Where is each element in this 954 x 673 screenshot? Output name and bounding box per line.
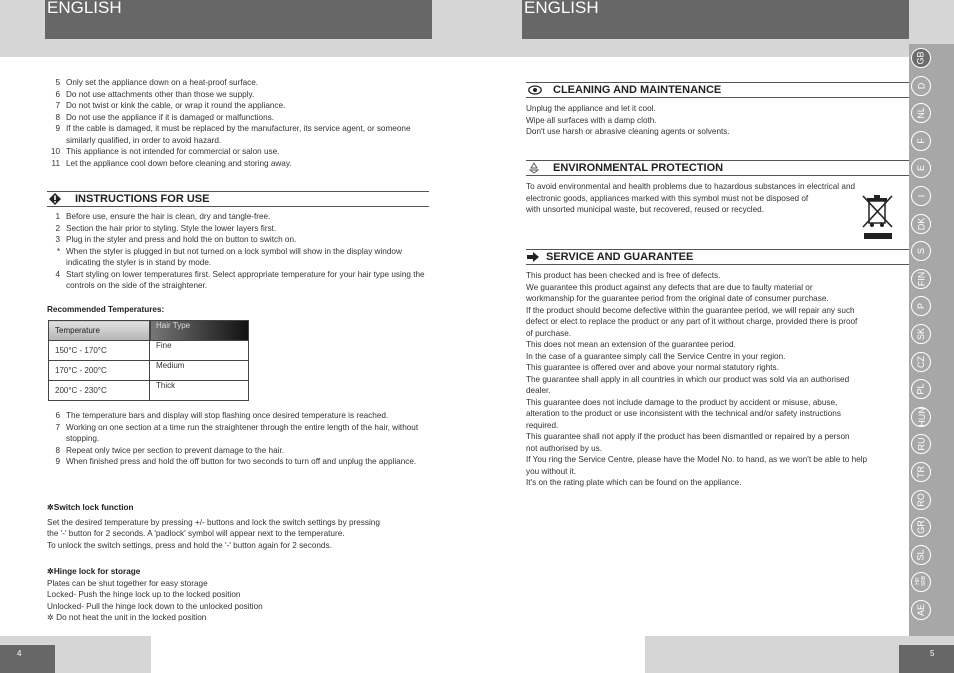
list-item-number: 11	[51, 158, 60, 168]
language-tab-gb[interactable]	[911, 48, 931, 68]
service-line: It's on the rating plate which can be found on the appliance.	[526, 478, 742, 487]
environment-text	[526, 181, 909, 216]
language-tab-label: GB	[915, 51, 926, 65]
cleaning-title: CLEANING AND MAINTENANCE	[553, 84, 722, 96]
list-item-text: Before use, ensure the hair is clean, dry and tangle-free.	[66, 212, 271, 221]
environment-line: To avoid environmental and health problems due to hazardous substances in electrical and	[526, 182, 856, 191]
list-item-number: 8	[55, 445, 60, 455]
cleaning-section-header	[526, 82, 909, 98]
language-tab-s[interactable]	[911, 241, 931, 261]
language-tab-ae[interactable]	[911, 600, 931, 620]
page-title-right: ENGLISH	[524, 0, 599, 17]
list-item	[48, 112, 428, 124]
list-item	[48, 269, 428, 292]
hinge-lock-section	[47, 566, 432, 624]
page-number-left	[0, 645, 55, 673]
page-number-right	[899, 645, 954, 673]
recommended-temperatures-label: Recommended Temperatures:	[47, 305, 165, 314]
language-tab-nl[interactable]	[911, 103, 931, 123]
table-header-hair-type: Hair Type	[150, 321, 249, 341]
service-line: not authorised by us.	[526, 443, 603, 453]
table-header-row	[49, 321, 249, 341]
list-item-text: Section the hair prior to styling. Style the lower layers first.	[66, 223, 277, 233]
language-tab-tr[interactable]	[911, 462, 931, 482]
language-tab-f[interactable]	[911, 131, 931, 151]
list-item-text: When the styler is plugged in but not turned on a lock symbol will show in the display window indicating the styler is in stand by mode.	[66, 246, 402, 267]
language-tab-label: E	[915, 165, 926, 172]
list-item-text: When finished press and hold the off button for two seconds to turn off and unplug the appliance.	[66, 457, 417, 466]
hinge-warning: Do not heat the unit in the locked position	[56, 613, 207, 622]
language-tab-i[interactable]	[911, 186, 931, 206]
environment-line: electronic goods, appliances marked with this symbol must not be disposed of	[526, 193, 809, 203]
page-number: 5	[930, 649, 935, 658]
eye-icon	[528, 84, 542, 96]
temperature-table	[48, 320, 249, 401]
list-item	[48, 234, 428, 246]
service-line: This guarantee is offered over and above your normal statutory rights.	[526, 363, 779, 372]
service-line: This product has been checked and is free of defects.	[526, 271, 721, 280]
list-item-text: Working on one section at a time run the straightener through the entire length of the hair, without stopping.	[66, 422, 419, 443]
page-number: 4	[17, 649, 22, 658]
list-item-number: 8	[55, 112, 60, 122]
recycle-icon	[528, 162, 540, 174]
crossed-bin-icon	[860, 193, 896, 241]
language-tab-label: RU	[916, 437, 926, 451]
language-tab-label: NL	[915, 107, 926, 119]
hinge-lock-title: Hinge lock for storage	[53, 567, 141, 576]
service-line: If You ring the Service Centre, please have the Model No. to hand, as we won't be able to help	[526, 455, 868, 464]
switch-lock-line: To unlock the switch settings, press and hold the '-' button again for 2 seconds.	[47, 540, 332, 550]
table-row	[49, 341, 249, 361]
hinge-lock-line: Plates can be shut together for easy storage	[47, 578, 208, 588]
gear-icon: ✲	[47, 567, 54, 576]
list-item	[48, 100, 428, 112]
language-tab-sk[interactable]	[911, 324, 931, 344]
list-item	[48, 123, 428, 146]
language-tab-label: SK	[915, 327, 926, 341]
list-item	[48, 146, 428, 158]
arrow-right-icon	[527, 251, 539, 263]
language-tab-label: GR	[916, 520, 926, 534]
list-item	[48, 77, 428, 89]
language-tab-label: HR SRB	[915, 576, 927, 587]
environment-section-header	[526, 160, 909, 176]
switch-lock-line: Set the desired temperature by pressing +/- buttons and lock the switch settings by pressing	[47, 517, 380, 527]
language-tab-label: PL	[915, 383, 926, 395]
language-tab-pl[interactable]	[911, 379, 931, 399]
list-item	[48, 422, 428, 445]
language-tab-label: F	[916, 138, 926, 144]
list-item-text: Plug in the styler and press and hold the on button to switch on.	[66, 235, 297, 244]
list-item-number: *	[56, 246, 60, 256]
switch-lock-line: the '-' button for 2 seconds. A 'padlock' symbol will appear next to the temperature.	[47, 529, 345, 538]
hinge-lock-line: Locked- Push the hinge lock up to the locked position	[47, 590, 241, 599]
list-item-text: The temperature bars and display will stop flashing once desired temperature is reached.	[66, 411, 389, 420]
hinge-lock-heading	[47, 566, 432, 578]
language-tab-label: DK	[915, 217, 926, 230]
service-line: defect or elect to replace the product or any part of it without charge, provided there is proof	[526, 317, 858, 326]
header-left	[45, 0, 432, 39]
cleaning-text	[526, 103, 909, 138]
service-line: required.	[526, 420, 559, 430]
language-tab-hr-srb[interactable]	[911, 572, 931, 592]
environment-title: ENVIRONMENTAL PROTECTION	[553, 162, 724, 174]
list-item	[48, 158, 428, 170]
list-item-text: Do not use attachments other than those we supply.	[66, 89, 255, 99]
list-item-number: 5	[55, 78, 60, 87]
language-tab-label: P	[915, 303, 926, 310]
instructions-list-continued	[48, 410, 428, 468]
language-tab-label: S	[915, 248, 926, 255]
language-tab-d[interactable]	[911, 76, 931, 96]
switch-lock-section	[47, 502, 432, 551]
list-item-text: Do not use the appliance if it is damaged or malfunctions.	[66, 112, 274, 122]
list-item-number: 6	[55, 411, 60, 420]
service-line: This guarantee shall not apply if the product has been dismantled or repaired by a person	[526, 432, 850, 441]
language-tab-label: AE	[915, 603, 926, 617]
list-item-number: 9	[55, 457, 60, 466]
list-item-text: This appliance is not intended for commercial or salon use.	[66, 147, 280, 156]
gear-icon: ✲	[47, 613, 54, 622]
list-item	[48, 456, 428, 468]
hinge-lock-line: Unlocked- Pull the hinge lock down to the unlocked position	[47, 601, 263, 611]
instructions-list	[48, 211, 428, 292]
table-row	[49, 381, 249, 401]
service-title: SERVICE AND GUARANTEE	[546, 251, 694, 263]
language-tab-gr[interactable]	[911, 517, 931, 537]
language-sidebar	[909, 44, 954, 636]
list-item-text: If the cable is damaged, it must be replaced by the manufacturer, its service agent, or someone similarly qualified, in order to avoid hazard.	[66, 124, 411, 145]
service-line: workmanship for the guarantee period from the original date of consumer purchase.	[526, 294, 829, 303]
language-tab-label: TR	[916, 466, 926, 478]
cleaning-line: Unplug the appliance and let it cool.	[526, 104, 656, 113]
language-tab-label: CZ	[916, 355, 926, 368]
warning-icon	[49, 193, 61, 205]
language-tab-label: RO	[916, 492, 926, 507]
service-line: This does not mean an extension of the guarantee period.	[526, 340, 736, 349]
language-tab-label: I	[915, 194, 926, 198]
language-tab-cz[interactable]	[911, 352, 931, 372]
service-line: dealer.	[526, 386, 551, 395]
table-cell-hair-type: Fine	[150, 341, 249, 361]
list-item	[48, 246, 428, 269]
table-row	[49, 361, 249, 381]
list-item	[48, 89, 428, 101]
language-tab-label: D	[916, 82, 926, 89]
language-tab-dk[interactable]	[911, 214, 931, 234]
language-tab-fin[interactable]	[911, 269, 931, 289]
language-tab-label: FIN	[916, 271, 926, 287]
service-line: If the product should become defective within the guarantee period, we will repair any such	[526, 305, 855, 315]
service-line: you without it.	[526, 466, 577, 476]
list-item-number: 9	[55, 124, 60, 133]
header-right	[522, 0, 909, 39]
instructions-section-header	[47, 191, 429, 207]
language-tab-label: SL	[915, 549, 926, 561]
list-item-number: 1	[55, 212, 60, 221]
service-line: This guarantee does not include damage to the product by accident or misuse, abuse,	[526, 397, 838, 407]
language-tab-hun[interactable]	[911, 407, 931, 427]
list-item-text: Only set the appliance down on a heat-proof surface.	[66, 78, 259, 87]
language-tab-ro[interactable]	[911, 490, 931, 510]
service-line: alteration to the product or use inconsistent with the technical and/or safety instructions	[526, 409, 841, 418]
table-cell-temperature: 200°C - 230°C	[49, 381, 150, 401]
list-item-text: Start styling on lower temperatures first. Select appropriate temperature for your hair type using the controls on the side of the straightener.	[66, 269, 425, 290]
table-cell-hair-type: Thick	[150, 381, 249, 401]
list-item-number: 6	[55, 89, 60, 99]
service-line: We guarantee this product against any defects that are due to faulty material or	[526, 282, 813, 292]
hinge-warning-line	[47, 612, 432, 624]
list-item	[48, 223, 428, 235]
list-item-text: Let the appliance cool down before cleaning and storing away.	[66, 158, 292, 168]
list-item	[48, 445, 428, 457]
service-line: of purchase.	[526, 328, 572, 338]
table-cell-temperature: 150°C - 170°C	[49, 341, 150, 361]
environment-line: with unsorted municipal waste, but recovered, reused or recycled.	[526, 205, 765, 214]
list-item-number: 10	[50, 147, 60, 156]
list-item	[48, 211, 428, 223]
gear-icon: ✲	[47, 503, 54, 512]
cleaning-line: Wipe all surfaces with a damp cloth.	[526, 115, 657, 125]
table-cell-hair-type: Medium	[150, 361, 249, 381]
instructions-title: INSTRUCTIONS FOR USE	[75, 193, 210, 205]
list-item-text: Repeat only twice per section to prevent damage to the hair.	[66, 445, 285, 455]
list-item-number: 3	[55, 235, 60, 244]
list-item-number: 7	[55, 422, 60, 432]
list-item	[48, 410, 428, 422]
list-item-text: Do not twist or kink the cable, or wrap it round the appliance.	[66, 101, 286, 110]
language-tab-label: HUN	[916, 407, 927, 427]
switch-lock-title: Switch lock function	[53, 503, 134, 512]
service-text	[526, 270, 909, 489]
table-cell-temperature: 170°C - 200°C	[49, 361, 150, 381]
list-item-number: 4	[55, 269, 60, 279]
list-item-number: 2	[55, 223, 60, 233]
table-header-temperature: Temperature	[49, 321, 150, 341]
service-section-header	[526, 249, 909, 265]
language-tab-ru[interactable]	[911, 434, 931, 454]
cleaning-line: Don't use harsh or abrasive cleaning agents or solvents.	[526, 127, 730, 136]
language-tab-p[interactable]	[911, 296, 931, 316]
list-item-number: 7	[55, 101, 60, 110]
service-line: In the case of a guarantee simply call the Service Centre in your region.	[526, 351, 786, 361]
page-title-left: ENGLISH	[47, 0, 122, 17]
switch-lock-heading	[47, 502, 432, 514]
safety-list	[48, 77, 428, 169]
language-tab-e[interactable]	[911, 158, 931, 178]
language-tab-sl[interactable]	[911, 545, 931, 565]
service-line: The guarantee shall apply in all countries in which our product was sold via an authorised	[526, 374, 850, 384]
